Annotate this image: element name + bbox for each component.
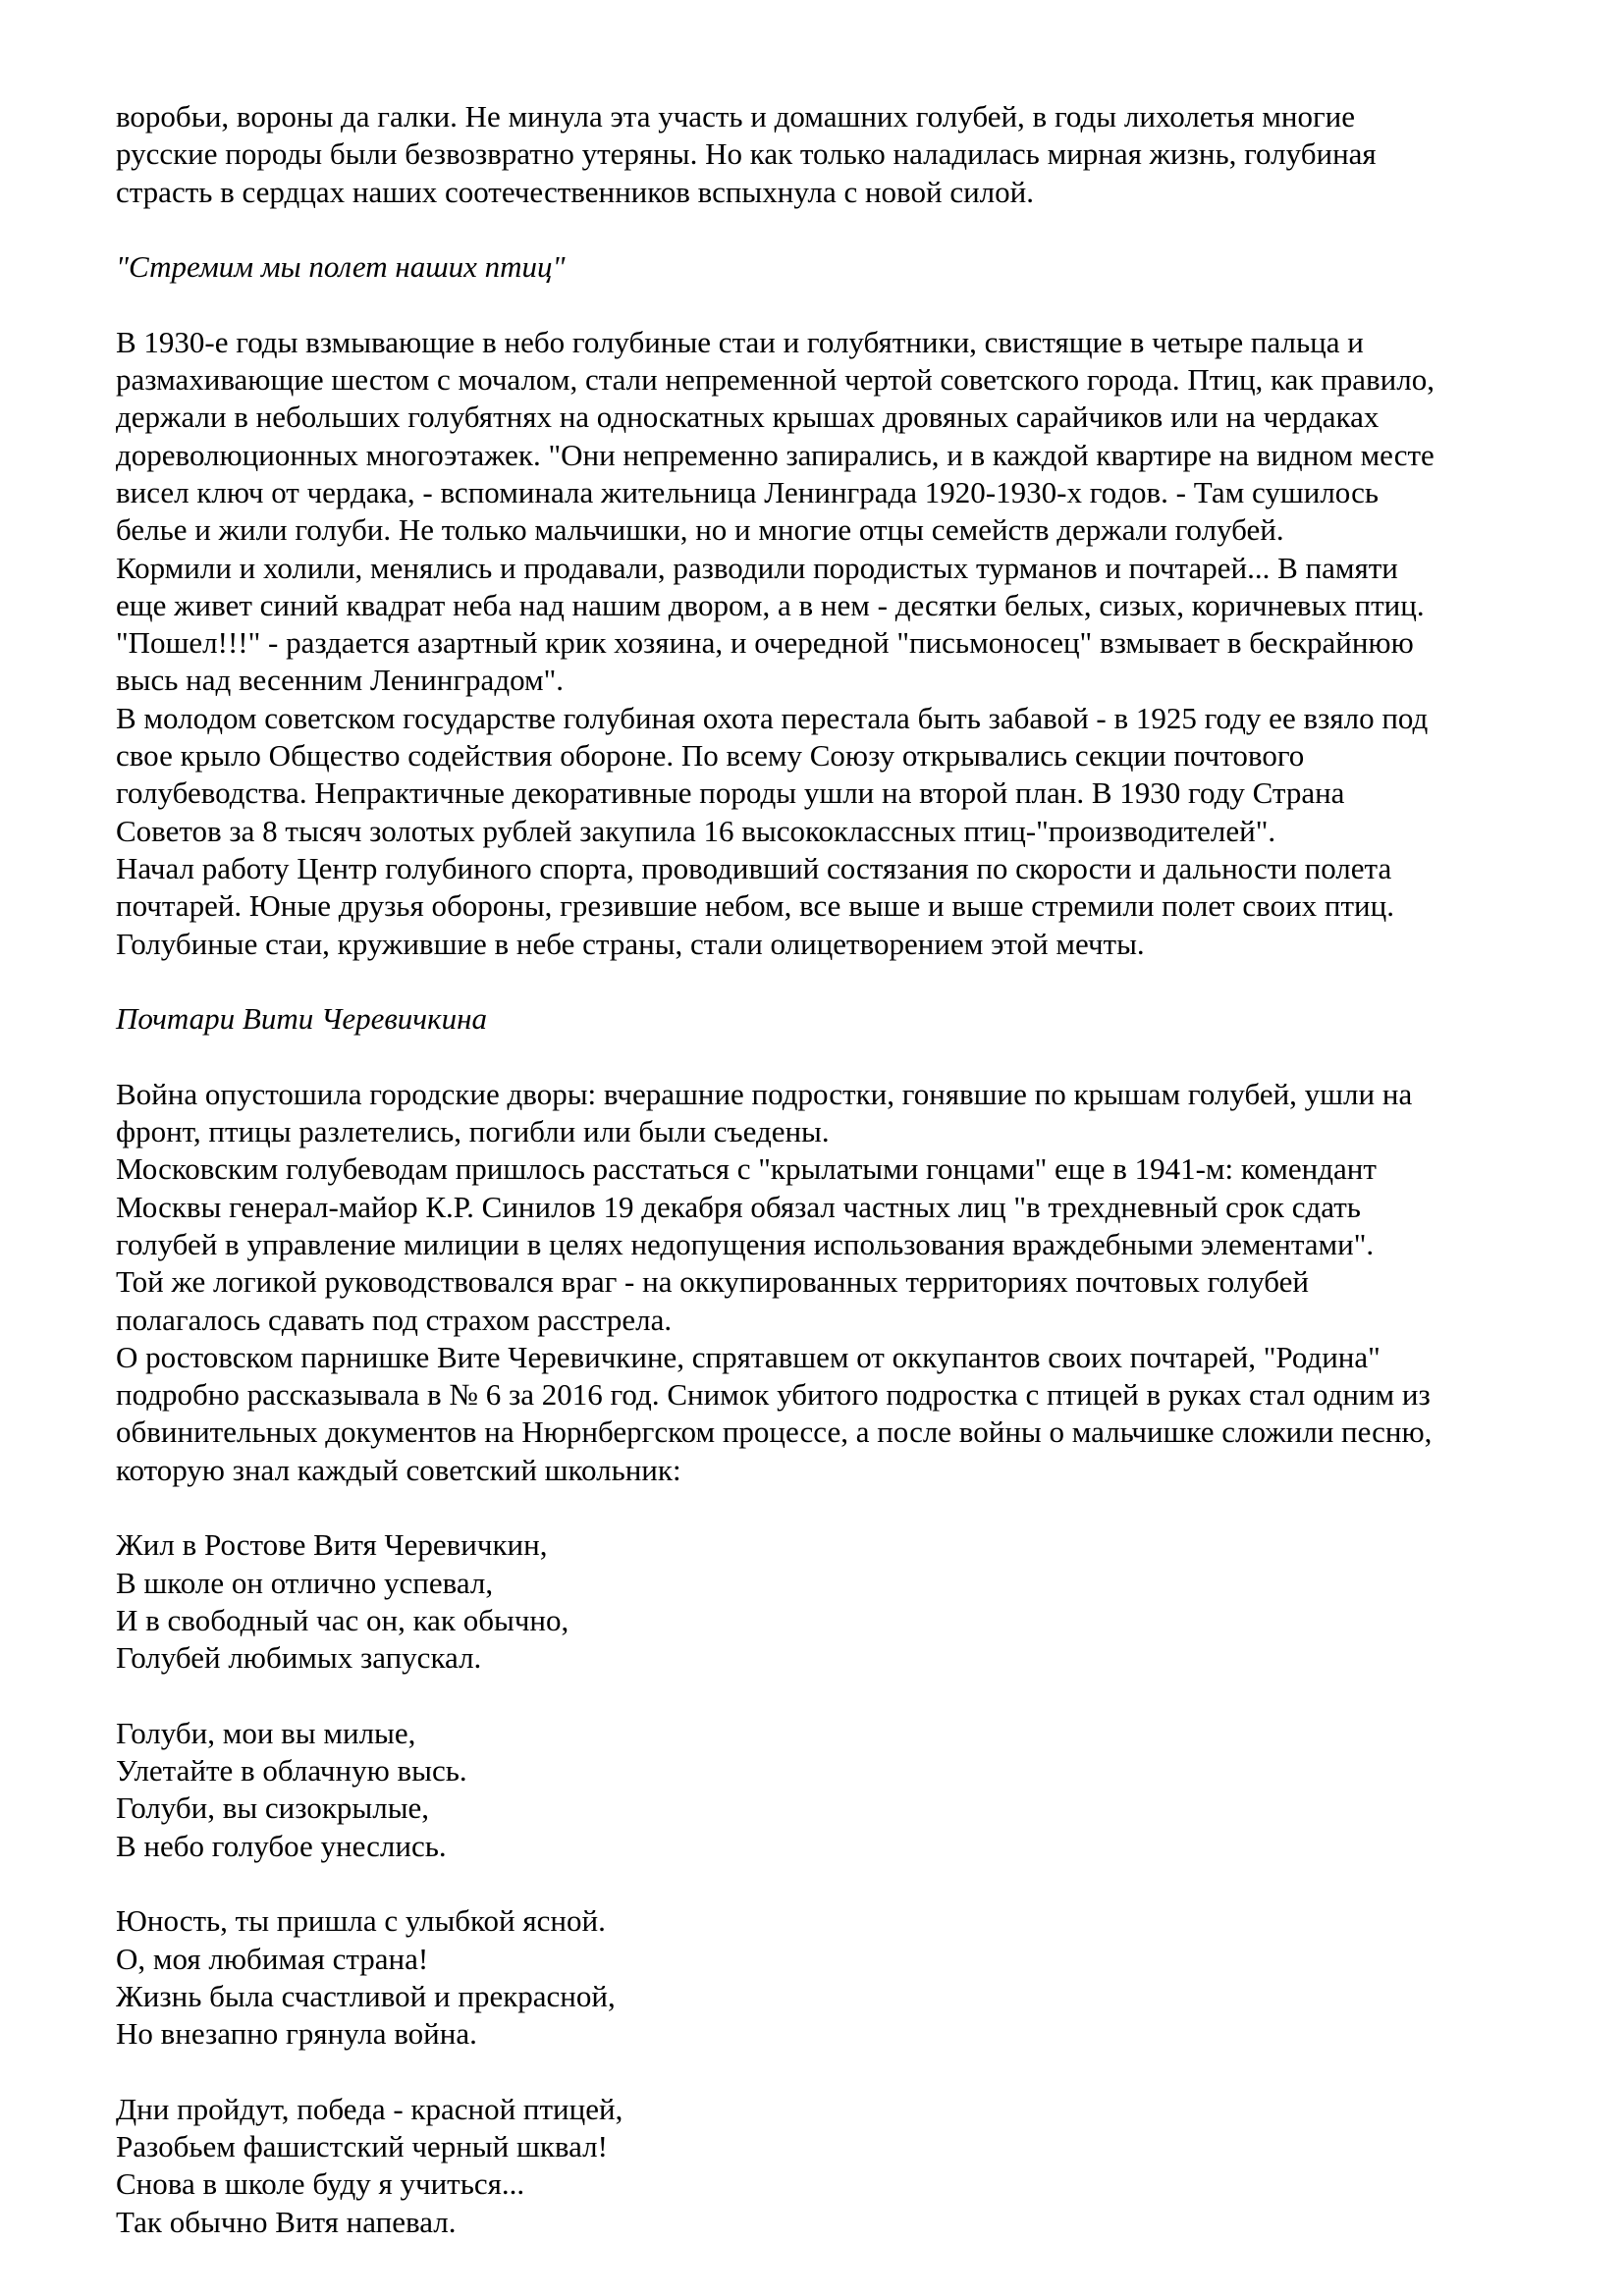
- section-body: [116, 324, 1530, 963]
- text-line: Москвы генерал-майор К.Р. Синилов 19 декабря обязал частных лиц "в трехдневный срок сдать: [116, 1189, 1361, 1224]
- poem-line: В небо голубое унеслись.: [116, 1828, 447, 1863]
- text-line: страсть в сердцах наших соотечественников вспыхнула с новой силой.: [116, 174, 1034, 209]
- blank-line: [116, 1865, 1530, 1902]
- poem-line: И в свободный час он, как обычно,: [116, 1602, 569, 1637]
- section-heading: "Стремим мы полет наших птиц": [116, 249, 566, 285]
- text-line: В молодом советском государстве голубиная охота перестала быть забавой - в 1925 году ее взяло под: [116, 700, 1429, 735]
- text-line: почтарей. Юные друзья обороны, грезившие небом, все выше и выше стремили полет своих птиц.: [116, 888, 1394, 924]
- text-line: Той же логикой руководствовался враг - на оккупированных территориях почтовых голубей: [116, 1264, 1309, 1300]
- section-heading: Почтари Вити Черевичкина: [116, 1001, 487, 1037]
- poem-stanza: [116, 2091, 1530, 2241]
- text-line: держали в небольших голубятнях на односкатных крышах дровяных сарайчиков или на чердаках: [116, 400, 1380, 435]
- text-line: свое крыло Общество содействия обороне. По всему Союзу открывались секции почтового: [116, 738, 1305, 774]
- text-line: Начал работу Центр голубиного спорта, проводивший состязания по скорости и дальности полета: [116, 850, 1392, 885]
- text-line: которую знал каждый советский школьник:: [116, 1452, 681, 1487]
- text-line: В 1930-е годы взмывающие в небо голубиные стаи и голубятники, свистящие в четыре пальца и: [116, 324, 1364, 359]
- poem-line: Голубей любимых запускал.: [116, 1640, 482, 1676]
- blank-line: [116, 963, 1530, 1000]
- blank-line: [116, 211, 1530, 248]
- text-line: фронт, птицы разлетелись, погибли или были съедены.: [116, 1114, 830, 1149]
- poem-line: Но внезапно грянула война.: [116, 2016, 477, 2052]
- text-line: О ростовском парнишке Вите Черевичкине, спрятавшем от оккупантов своих почтарей, "Родина": [116, 1339, 1380, 1374]
- text-line: "Пошел!!!" - раздается азартный крик хозяина, и очередной "письмоносец" взмывает в бескрайнюю: [116, 625, 1414, 661]
- text-line: воробьи, вороны да галки. Не минула эта участь и домашних голубей, в годы лихолетья многие: [116, 99, 1356, 133]
- text-line: Война опустошила городские дворы: вчерашние подростки, гонявшие по крышам голубей, ушли на: [116, 1076, 1413, 1111]
- text-line: высь над весенним Ленинградом".: [116, 663, 565, 698]
- poem-line: Голуби, мои вы милые,: [116, 1715, 416, 1750]
- blank-line: [116, 1677, 1530, 1714]
- poem-line: Разобьем фашистский черный шквал!: [116, 2129, 608, 2164]
- poem-stanza: [116, 1526, 1530, 1677]
- poem-line: Голуби, вы сизокрылые,: [116, 1790, 430, 1826]
- document-page: [116, 98, 1530, 2241]
- intro-paragraph: [116, 98, 1530, 211]
- text-line: белье и жили голуби. Не только мальчишки, но и многие отцы семейств держали голубей.: [116, 512, 1284, 548]
- text-line: голубей в управление милиции в целях недопущения использования враждебными элементами".: [116, 1226, 1375, 1261]
- poem-line: В школе он отлично успевал,: [116, 1565, 494, 1600]
- poem-line: Снова в школе буду я учиться...: [116, 2166, 525, 2202]
- text-line: голубеводства. Непрактичные декоративные породы ушли на второй план. В 1930 году Страна: [116, 775, 1345, 811]
- text-line: Московским голубеводам пришлось расстаться с "крылатыми гонцами" еще в 1941-м: комендант: [116, 1151, 1377, 1187]
- poem-line: Жил в Ростове Витя Черевичкин,: [116, 1527, 548, 1563]
- blank-line: [116, 1489, 1530, 1526]
- text-line: полагалось сдавать под страхом расстрела.: [116, 1302, 673, 1337]
- poem-line: Улетайте в облачную высь.: [116, 1753, 467, 1789]
- poem-stanza: [116, 1715, 1530, 1865]
- text-line: Голубиные стаи, кружившие в небе страны, стали олицетворением этой мечты.: [116, 926, 1145, 961]
- text-line: висел ключ от чердака, - вспоминала жительница Ленинграда 1920-1930-х годов. - Там сушилось: [116, 474, 1379, 509]
- section-body: [116, 1076, 1530, 1489]
- text-line: подробно рассказывала в № 6 за 2016 год. Снимок убитого подростка с птицей в руках стал одним из: [116, 1377, 1431, 1413]
- text-line: русские породы были безвозвратно утеряны. Но как только наладилась мирная жизнь, голубиная: [116, 136, 1377, 172]
- poem-stanza: [116, 1902, 1530, 2053]
- text-line: дореволюционных многоэтажек. "Они непременно запирались, и в каждой квартире на видном месте: [116, 437, 1435, 472]
- poem-line: Юность, ты пришла с улыбкой ясной.: [116, 1903, 606, 1939]
- text-line: Кормили и холили, менялись и продавали, разводили породистых турманов и почтарей... В памяти: [116, 550, 1398, 585]
- blank-line: [116, 286, 1530, 323]
- poem-line: Дни пройдут, победа - красной птицей,: [116, 2091, 623, 2126]
- text-line: размахивающие шестом с мочалом, стали непременной чертой советского города. Птиц, как правило,: [116, 362, 1435, 398]
- text-line: Советов за 8 тысяч золотых рублей закупила 16 высококлассных птиц-"производителей".: [116, 813, 1276, 848]
- poem-line: Жизнь была счастливой и прекрасной,: [116, 1978, 616, 2013]
- blank-line: [116, 2053, 1530, 2090]
- text-line: обвинительных документов на Нюрнбергском процессе, а после войны о мальчишке сложили песню,: [116, 1415, 1433, 1450]
- poem-line: Так обычно Витя напевал.: [116, 2204, 457, 2239]
- text-line: еще живет синий квадрат неба над нашим двором, а в нем - десятки белых, сизых, коричневых птиц.: [116, 587, 1425, 622]
- blank-line: [116, 1038, 1530, 1075]
- poem-line: О, моя любимая страна!: [116, 1941, 429, 1976]
